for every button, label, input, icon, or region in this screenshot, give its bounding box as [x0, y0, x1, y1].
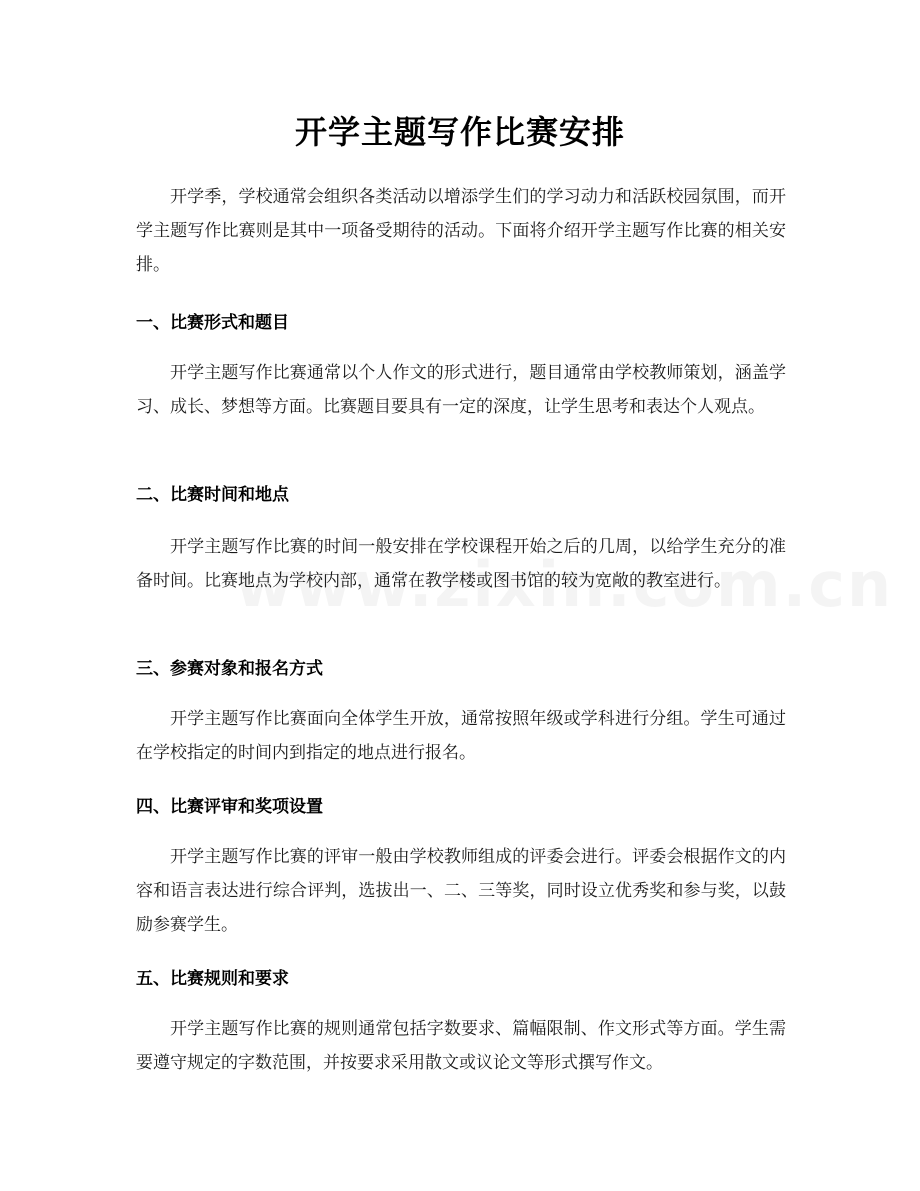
section-heading-4: 四、比赛评审和奖项设置: [136, 797, 323, 817]
section-body-2: 开学主题写作比赛的时间一般安排在学校课程开始之后的几周，以给学生充分的准备时间。比赛地点为学校内部，通常在教学楼或图书馆的较为宽敞的教室进行。: [136, 537, 786, 591]
section-heading-5: 五、比赛规则和要求: [136, 969, 289, 989]
page-title: 开学主题写作比赛安排: [294, 113, 625, 151]
section-body-1: 开学主题写作比赛通常以个人作文的形式进行，题目通常由学校教师策划，涵盖学习、成长、梦想等方面。比赛题目要具有一定的深度，让学生思考和表达个人观点。: [136, 363, 786, 417]
section-body-4: 开学主题写作比赛的评审一般由学校教师组成的评委会进行。评委会根据作文的内容和语言表达进行综合评判，选拔出一、二、三等奖，同时设立优秀奖和参与奖，以鼓励参赛学生。: [136, 847, 786, 935]
intro-paragraph: 开学季，学校通常会组织各类活动以增添学生们的学习动力和活跃校园氛围，而开学主题写作比赛则是其中一项备受期待的活动。下面将介绍开学主题写作比赛的相关安排。: [136, 187, 786, 275]
section-heading-2: 二、比赛时间和地点: [136, 485, 289, 505]
section-body-3: 开学主题写作比赛面向全体学生开放，通常按照年级或学科进行分组。学生可通过在学校指定的时间内到指定的地点进行报名。: [136, 709, 786, 763]
section-heading-1: 一、比赛形式和题目: [136, 313, 289, 333]
section-body-5: 开学主题写作比赛的规则通常包括字数要求、篇幅限制、作文形式等方面。学生需要遵守规定的字数范围，并按要求采用散文或议论文等形式撰写作文。: [136, 1019, 786, 1073]
section-heading-3: 三、参赛对象和报名方式: [136, 659, 323, 679]
